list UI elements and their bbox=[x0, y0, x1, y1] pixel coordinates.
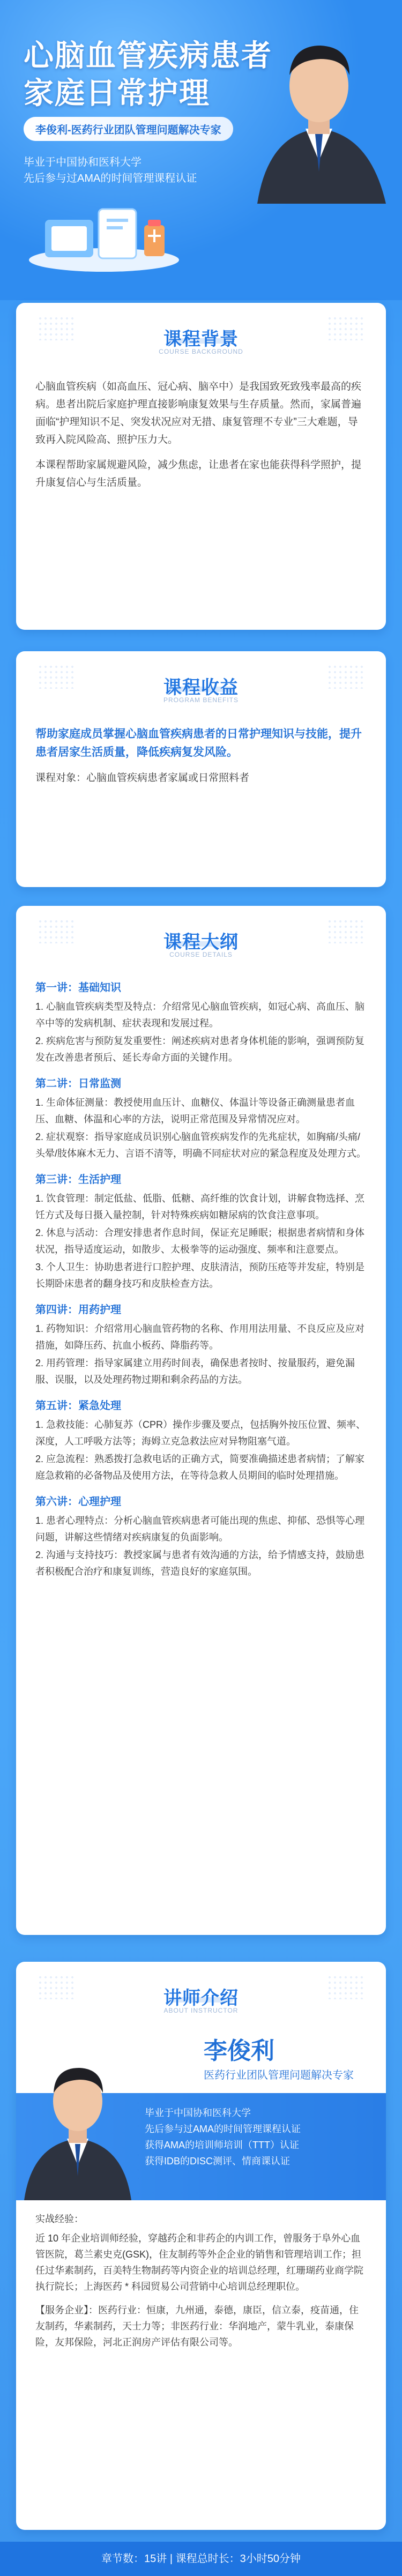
lecture-1 bbox=[35, 980, 367, 1066]
hero-banner bbox=[0, 0, 402, 300]
section-title: 课程大纲 bbox=[163, 932, 239, 953]
instructor-name: 李俊利 bbox=[204, 2037, 274, 2065]
section-subtitle: COURSE DETAILS bbox=[169, 951, 233, 958]
lecture-4 bbox=[35, 1302, 367, 1388]
experience-label: 实战经验： bbox=[35, 2214, 84, 2224]
instructor-photo bbox=[236, 0, 402, 204]
section-header bbox=[16, 651, 386, 716]
lecture-title: 第六讲：心理护理 bbox=[35, 1496, 121, 1508]
instructor-pill: 李俊利-医药行业团队管理问题解决专家 bbox=[24, 117, 233, 141]
instructor-portrait bbox=[21, 2037, 134, 2200]
course-stats-footer: 章节数：15讲 | 课程总时长：3小时50分钟 bbox=[0, 2542, 402, 2576]
lecture-3 bbox=[35, 1172, 367, 1292]
lecture-item: 2. 疾病危害与预防复发重要性：阐述疾病对患者身体机能的影响，强调预防复发在改善患者预后、延长寿命方面的关键作用。 bbox=[35, 1036, 365, 1063]
lecture-2 bbox=[35, 1076, 367, 1162]
lecture-item: 1. 心脑血管疾病类型及特点：介绍常见心脑血管疾病，如冠心病、高血压、脑卒中等的发病机制、症状表现和发展过程。 bbox=[35, 1001, 365, 1029]
section-header bbox=[16, 303, 386, 367]
section-title: 课程收益 bbox=[163, 677, 239, 698]
credential-line: 获得IDB的DISC测评、情商课认证 bbox=[145, 2156, 291, 2166]
hero-title-line2: 家庭日常护理 bbox=[24, 76, 210, 111]
course-background-card bbox=[16, 303, 386, 630]
credential-line: 获得AMA的培训师培训（TTT）认证 bbox=[145, 2140, 299, 2150]
section-header bbox=[16, 1962, 386, 2026]
lecture-item: 1. 患者心理特点：分析心脑血管疾病患者可能出现的焦虑、抑郁、恐惧等心理问题，讲解这些情绪对疾病康复的负面影响。 bbox=[35, 1515, 365, 1543]
section-header bbox=[16, 906, 386, 970]
course-audience: 课程对象：心脑血管疾病患者家属或日常照料者 bbox=[35, 772, 250, 784]
lecture-6 bbox=[35, 1494, 367, 1580]
lecture-item: 1. 饮食管理：制定低盐、低脂、低糖、高纤维的饮食计划，讲解食物选择、烹饪方式及每日摄入量控制，针对特殊疾病如糖尿病的饮食注意事项。 bbox=[35, 1193, 365, 1220]
client-list: 【服务企业】：医药行业：恒康，九州通，泰德，康臣，信立泰，疫苗通，住友制药，华素制药，天士力等；非医药行业：华润地产，蒙牛乳业，泰康保险，友邦保险，河北正润房产评估有限公司等。 bbox=[35, 2305, 359, 2348]
background-paragraph-2: 本课程帮助家属规避风险，减少焦虑，让患者在家也能获得科学照护，提升康复信心与生活质量。 bbox=[35, 459, 362, 488]
course-outline-card bbox=[16, 906, 386, 1935]
lecture-item: 1. 急救技能：心肺复苏（CPR）操作步骤及要点，包括胸外按压位置、频率、深度，人工呼吸方法等；海姆立克急救法应对异物阻塞气道。 bbox=[35, 1419, 366, 1447]
lecture-item: 2. 应急流程：熟悉拨打急救电话的正确方式，简要准确描述患者病情；了解家庭急救箱的必备物品及使用方法，在等待急救人员期间的临时处理措施。 bbox=[35, 1454, 365, 1481]
experience-text: 近 10 年企业培训师经验，穿越药企和非药企的内训工作，曾服务于阜外心血管医院，葛兰素史克(GSK)，住友制药等外企企业的销售和管理培训工作；担任过华素制药，百美特生物制药等内资企业的培训总经理，红珊瑚药业商学院执行院长；上海医药 * 科园贸易公司营销中心培训总经理职位。 bbox=[35, 2233, 363, 2292]
section-subtitle: ABOUT INSTRUCTOR bbox=[163, 2007, 239, 2014]
credential-line: 先后参与过AMA的时间管理课程认证 bbox=[145, 2124, 301, 2134]
instructor-role: 医药行业团队管理问题解决专家 bbox=[204, 2069, 354, 2081]
lecture-item: 2. 用药管理：指导家属建立用药时间表，确保患者按时、按量服药，避免漏服、误服，以及处理药物过期和剩余药品的方法。 bbox=[35, 1358, 355, 1385]
hero-title-line1: 心脑血管疾病患者 bbox=[24, 39, 272, 73]
section-title: 课程背景 bbox=[163, 329, 239, 350]
lecture-item: 2. 休息与活动：合理安排患者作息时间，保证充足睡眠；根据患者病情和身体状况，指导适度运动，如散步、太极拳等的运动强度、频率和注意要点。 bbox=[35, 1227, 365, 1255]
lecture-title: 第一讲：基础知识 bbox=[35, 982, 121, 994]
lecture-item: 3. 个人卫生：协助患者进行口腔护理、皮肤清洁，预防压疮等并发症，特别是长期卧床患者的翻身技巧和皮肤检查方法。 bbox=[35, 1262, 365, 1289]
section-subtitle: PROGRAM BENEFITS bbox=[163, 696, 239, 704]
lecture-5 bbox=[35, 1398, 367, 1484]
lecture-item: 2. 症状观察：指导家庭成员识别心脑血管疾病发作的先兆症状，如胸痛/头痛/头晕/肢体麻木无力、言语不清等，明确不同症状对应的紧急程度及处理方式。 bbox=[35, 1131, 366, 1159]
background-paragraph-1: 心脑血管疾病（如高血压、冠心病、脑卒中）是我国致死致残率最高的疾病。患者出院后家庭护理直接影响康复效果与生存质量。然而，家属普遍面临“护理知识不足、突发状况应对无措、康复管理不专业”三大难题，导致再入院风险高、照护压力大。 bbox=[35, 381, 362, 445]
lecture-title: 第三讲：生活护理 bbox=[35, 1174, 121, 1186]
medical-illustration bbox=[24, 204, 184, 273]
benefits-highlight: 帮助家庭成员掌握心脑血管疾病患者的日常护理知识与技能，提升患者居家生活质量，降低疾病复发风险。 bbox=[35, 728, 362, 758]
lecture-item: 1. 药物知识：介绍常用心脑血管药物的名称、作用用法用量、不良反应及应对措施，如降压药、抗血小板药、降脂药等。 bbox=[35, 1323, 365, 1351]
credential-line: 毕业于中国协和医科大学 bbox=[145, 2108, 251, 2118]
course-benefits-card bbox=[16, 651, 386, 887]
hero-subtitle-2: 先后参与过AMA的时间管理课程认证 bbox=[24, 173, 197, 184]
lecture-title: 第二讲：日常监测 bbox=[35, 1078, 121, 1090]
section-title: 讲师介绍 bbox=[163, 1987, 239, 2009]
section-subtitle: COURSE BACKGROUND bbox=[159, 348, 243, 355]
lecture-item: 1. 生命体征测量：教授使用血压计、血糖仪、体温计等设备正确测量患者血压、血糖、体温和心率的方法，说明正常范围及异常情况应对。 bbox=[35, 1097, 355, 1125]
lecture-title: 第五讲：紧急处理 bbox=[35, 1400, 121, 1412]
lecture-item: 2. 沟通与支持技巧：教授家属与患者有效沟通的方法，给予情感支持，鼓励患者积极配合治疗和康复训练，营造良好的家庭氛围。 bbox=[35, 1550, 365, 1577]
lecture-title: 第四讲：用药护理 bbox=[35, 1304, 121, 1316]
hero-subtitle-1: 毕业于中国协和医科大学 bbox=[24, 157, 142, 168]
